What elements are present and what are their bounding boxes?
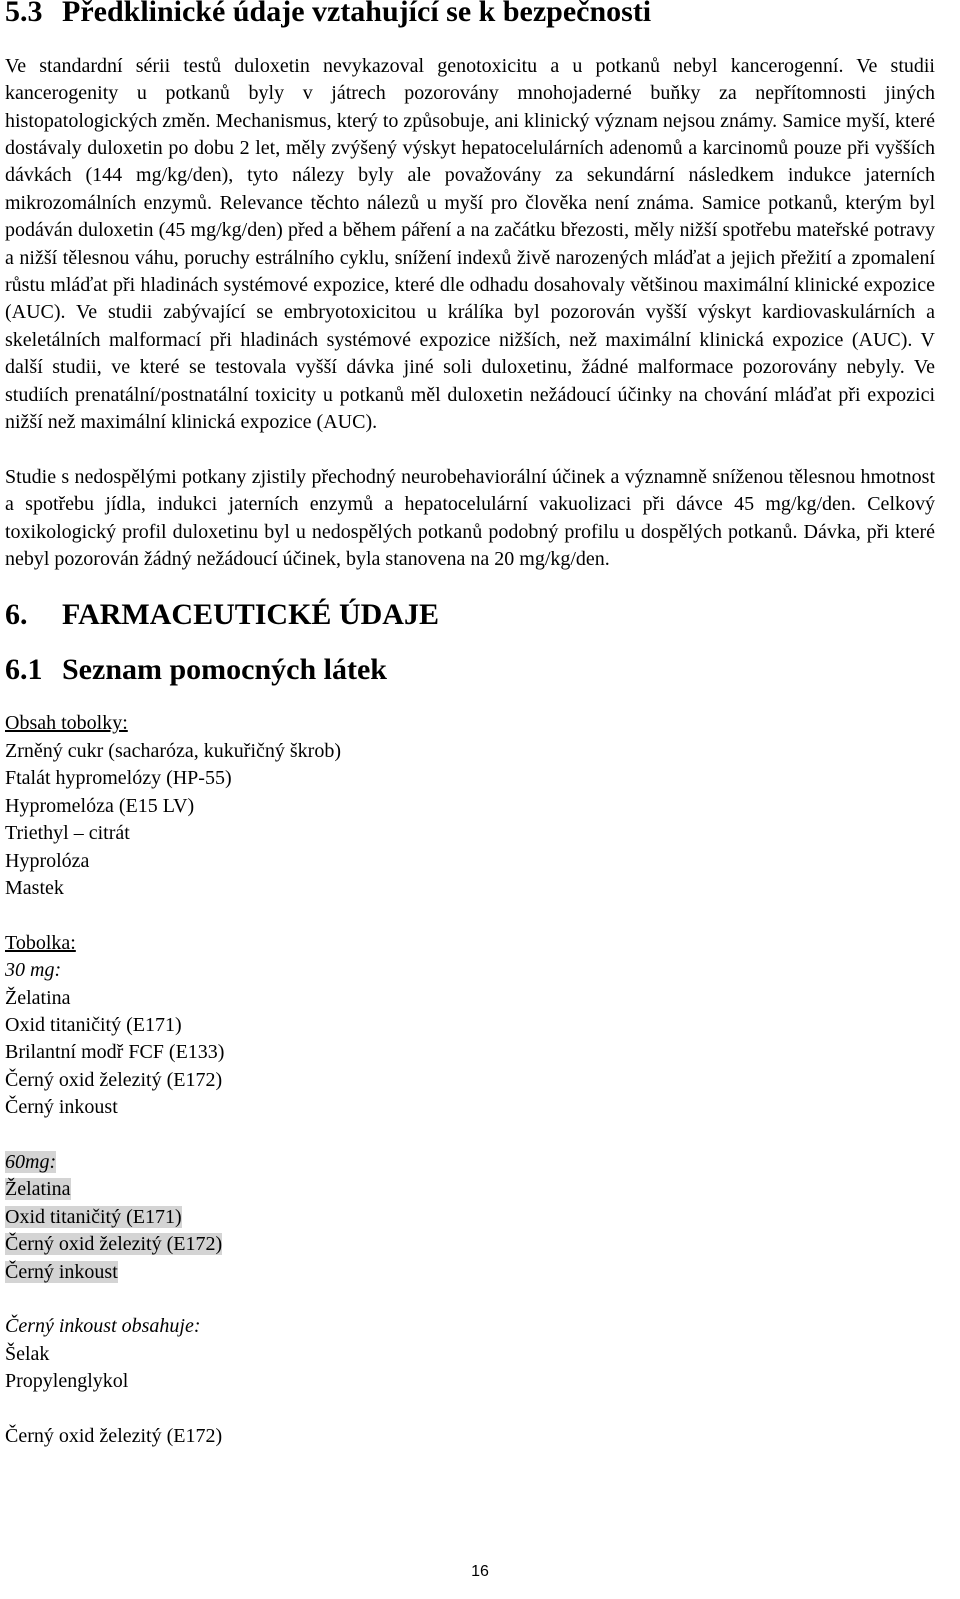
list-item: Černý oxid železitý (E172) xyxy=(5,1233,223,1256)
list-item: Želatina xyxy=(5,986,71,1009)
list-item: Šelak xyxy=(5,1342,50,1365)
list-item: Zrněný cukr (sacharóza, kukuřičný škrob) xyxy=(5,739,341,762)
list-item: Propylenglykol xyxy=(5,1370,129,1393)
ink-label: Černý inkoust obsahuje: xyxy=(5,1315,201,1338)
list-item: Černý inkoust xyxy=(5,1096,118,1119)
ink-trailing-item: Černý oxid železitý (E172) xyxy=(5,1424,223,1447)
paragraph-genotoxicity: Ve standardní sérii testů duloxetin nevykazoval genotoxicitu a u potkanů nebyl kancerogenní. Ve studii kancerogenity u potkanů byly v játrech pozorovány mnohojaderné buňky za nepřítomnosti jiných histopatologických změn. Mechanismus, který to způsobuje, ani klinický význam nejsou známy. Samice myší, které dostávaly duloxetin po dobu 2 let, měly zvýšený výskyt hepatocelulárních adenomů a karcinomů pouze při vyšších dávkách (144 mg/kg/den), tyto nálezy byly ale považovány za sekundární následkem indukce jaterních mikrozomálních enzymů. Relevance těchto nálezů u myší pro člověka není známa. Samice potkanů, kterým byl podáván duloxetin (45 mg/kg/den) před a během páření a na začátku březosti, měly nižší spotřebu mateřské potravy a nižší tělesnou váhu, poruchy estrálního cyklu, snížení indexů živě narozených mláďat a jejich přežití a zpomalení růstu mláďat při hladinách systémové expozice, které dle odhadu dosahovaly většinou maximální klinické expozice (AUC). Ve studii zabývající se embryotoxicitou u králíka byl pozorován vyšší výskyt kardiovaskulárních a skeletálních malformací při hladinách systémové expozice nižších, než maximální klinická expozice (AUC). V další studii, ve které se testovala vyšší dávka jiné soli duloxetinu, žádné malformace pozorovány nebyly. Ve studiích prenatální/postnatální toxicity u potkanů měl duloxetin nežádoucí účinky na chování mláďat při expozici nižší než maximální klinická expozice (AUC). xyxy=(5,54,935,434)
ink-list xyxy=(5,1341,935,1396)
capsule-30mg-list xyxy=(5,985,935,1122)
section-title: Seznam pomocných látek xyxy=(62,652,387,686)
capsule-label: Tobolka: xyxy=(5,931,76,954)
list-item: Černý inkoust xyxy=(5,1260,118,1283)
list-item: Oxid titaničitý (E171) xyxy=(5,1205,182,1228)
section-title: FARMACEUTICKÉ ÚDAJE xyxy=(62,597,439,631)
capsule-content-label: Obsah tobolky: xyxy=(5,712,128,735)
list-item: Černý oxid železitý (E172) xyxy=(5,1068,223,1091)
list-item: Brilantní modř FCF (E133) xyxy=(5,1041,225,1064)
list-item: Hyprolóza xyxy=(5,849,90,872)
section-title: Předklinické údaje vztahující se k bezpečnosti xyxy=(62,0,652,28)
capsule-60mg-label: 60mg: xyxy=(5,1150,57,1173)
section-number: 6.1 xyxy=(5,652,43,686)
list-item: Triethyl – citrát xyxy=(5,822,130,845)
capsule-60mg-list xyxy=(5,1176,935,1286)
section-number: 6. xyxy=(5,597,28,631)
section-heading-5-3 xyxy=(5,0,935,28)
list-item: Mastek xyxy=(5,876,64,899)
section-number: 5.3 xyxy=(5,0,43,28)
paragraph-juvenile-rats: Studie s nedospělými potkany zjistily přechodný neurobehaviorální účinek a významně sníženou tělesnou hmotnost a spotřebu jídla, indukci jaterních enzymů a hepatocelulární vakuolizaci při dávce 45 mg/kg/den. Celkový toxikologický profil duloxetinu byl u nedospělých potkanů podobný profilu u dospělých potkanů. Dávka, při které nebyl pozorován žádný nežádoucí účinek, byla stanovena na 20 mg/kg/den. xyxy=(5,465,935,571)
section-heading-6-1 xyxy=(5,652,935,686)
list-item: Oxid titaničitý (E171) xyxy=(5,1013,182,1036)
list-item: Ftalát hypromelózy (HP-55) xyxy=(5,767,232,790)
document-page xyxy=(5,0,935,1450)
capsule-30mg-label: 30 mg: xyxy=(5,959,62,982)
section-heading-6 xyxy=(5,597,935,631)
list-item: Hypromelóza (E15 LV) xyxy=(5,794,195,817)
capsule-content-list xyxy=(5,738,935,902)
page-number: 16 xyxy=(471,1563,489,1580)
list-item: Želatina xyxy=(5,1178,71,1201)
